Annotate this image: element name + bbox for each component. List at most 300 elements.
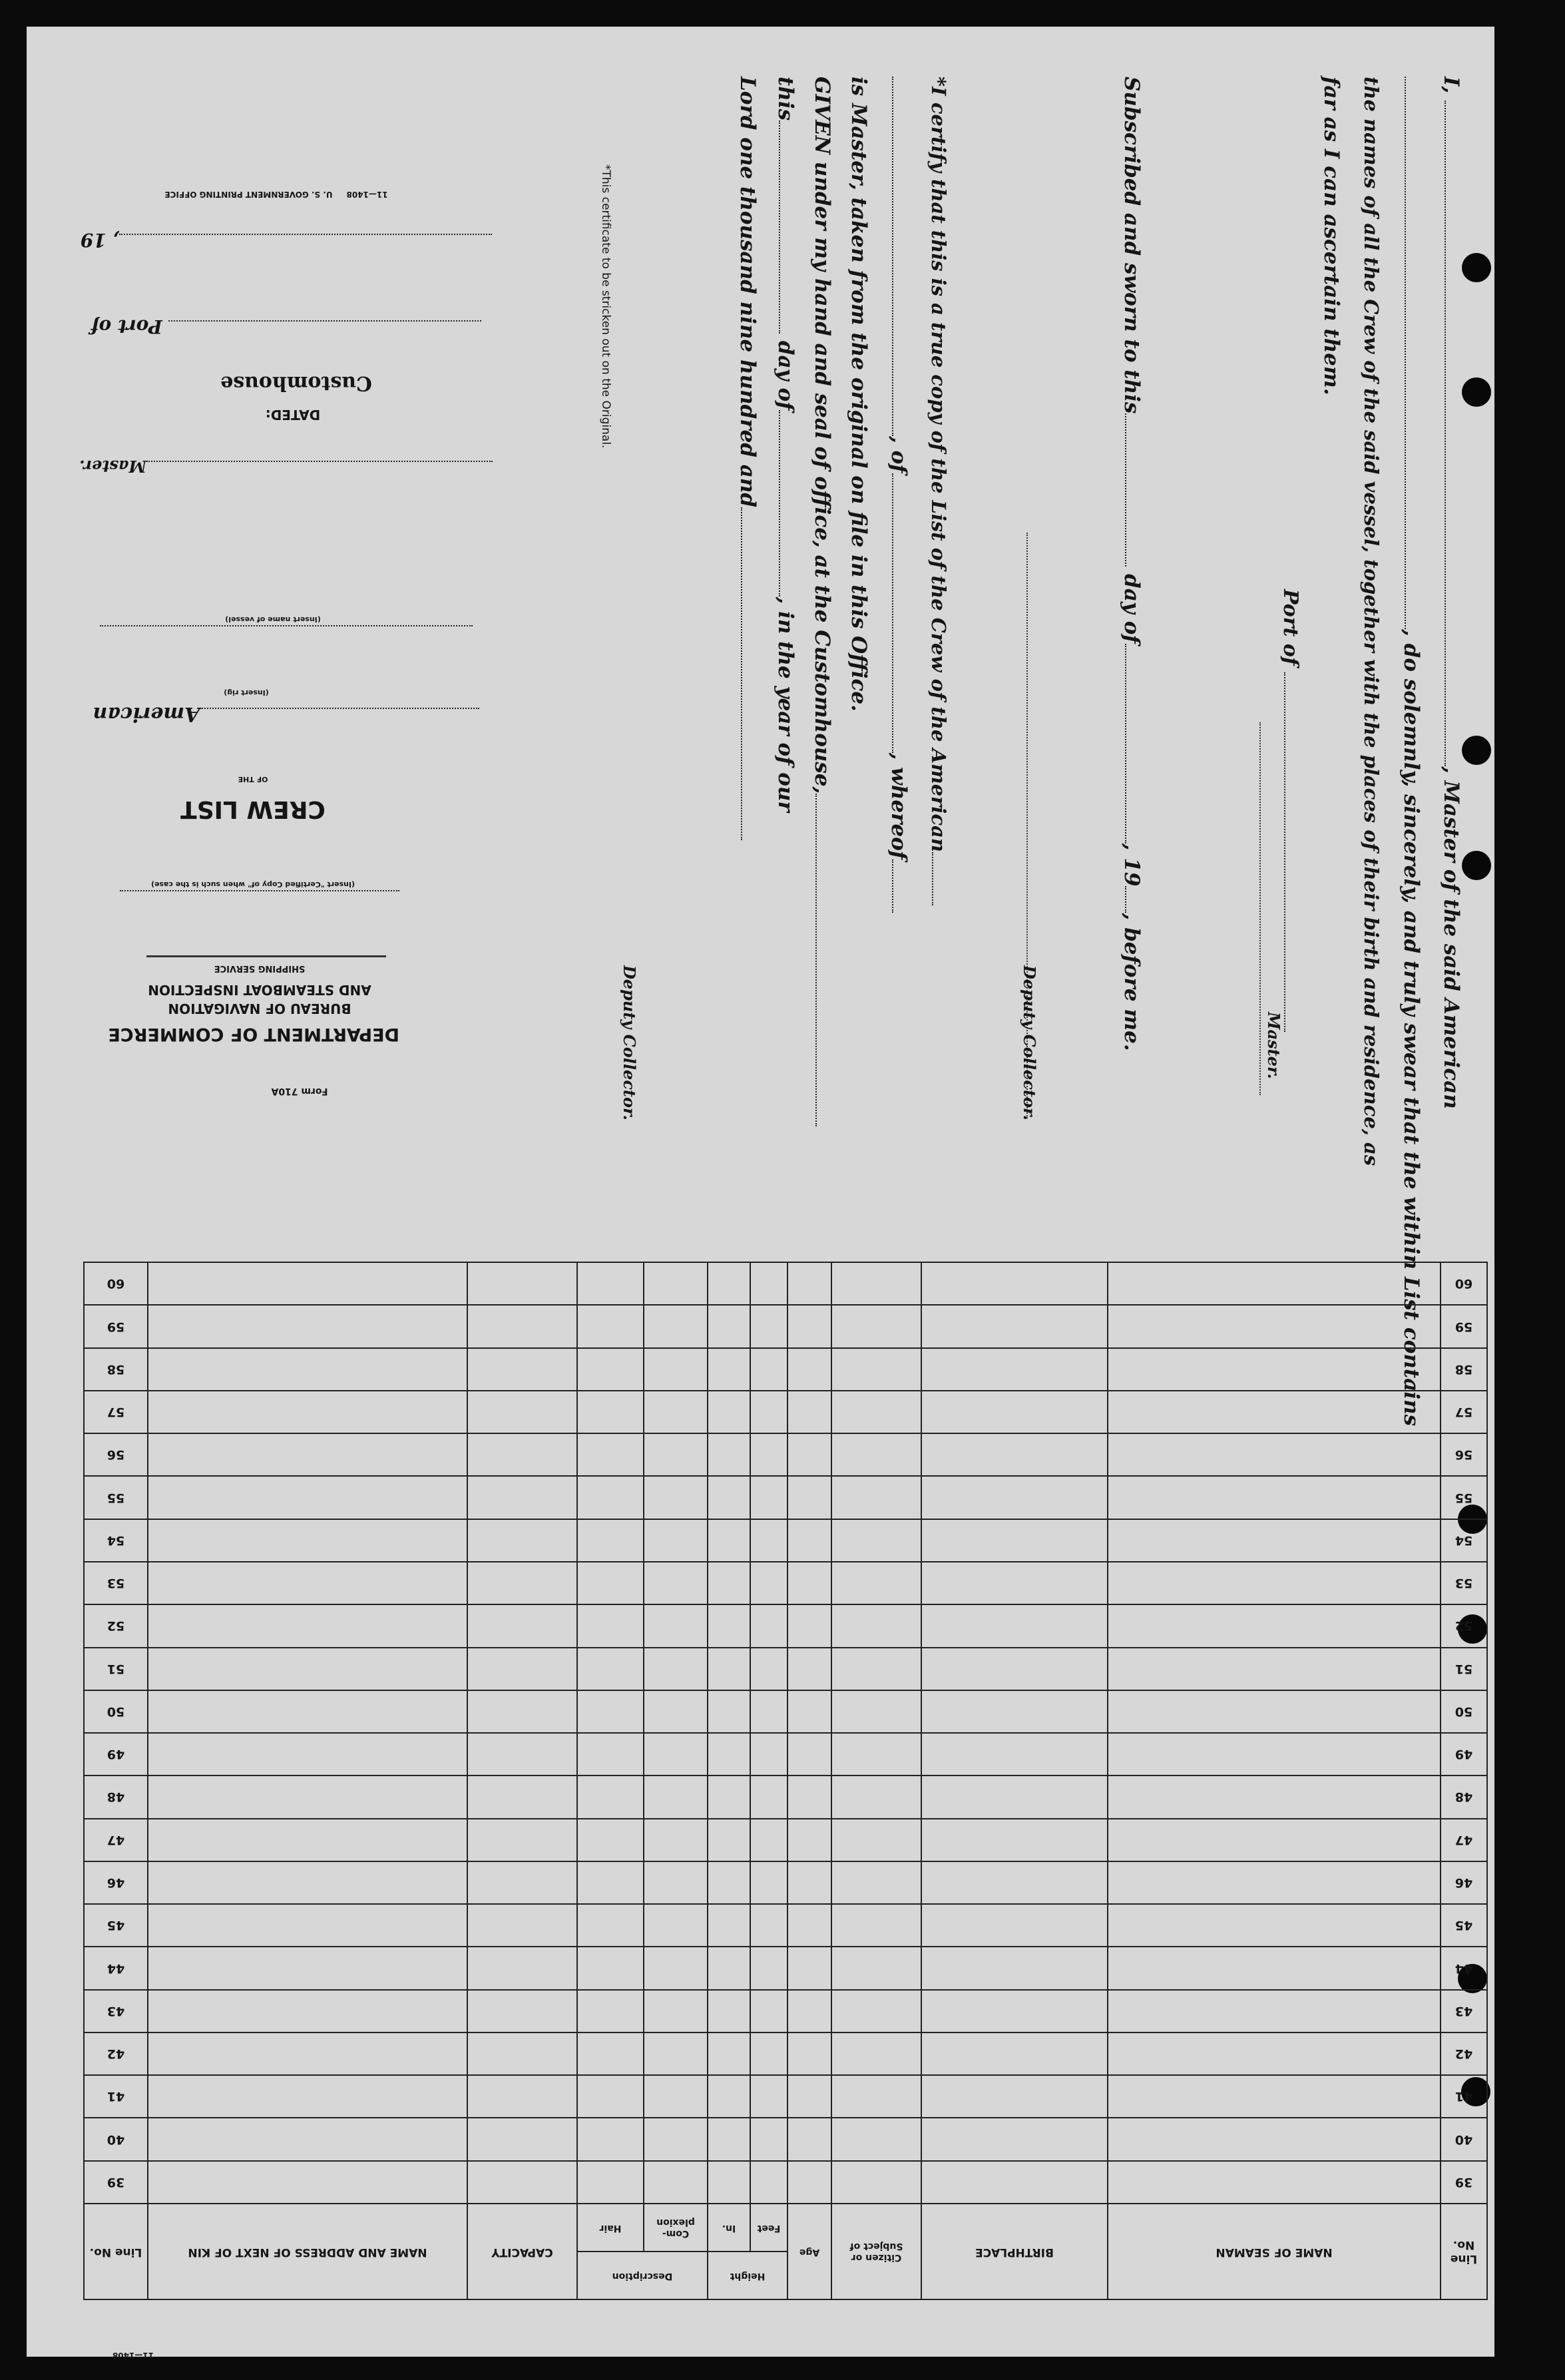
- table-cell[interactable]: [921, 1690, 1108, 1733]
- header-line-no: Line No.: [1441, 2204, 1487, 2299]
- header-capacity: CAPACITY: [467, 2204, 577, 2299]
- table-cell[interactable]: [750, 1519, 787, 1562]
- table-cell[interactable]: [1108, 1861, 1441, 1904]
- table-cell[interactable]: [467, 2075, 577, 2118]
- table-cell[interactable]: [467, 1990, 577, 2032]
- table-cell[interactable]: [467, 1433, 577, 1476]
- table-cell[interactable]: [1108, 1819, 1441, 1861]
- table-cell[interactable]: [148, 1476, 467, 1519]
- certificate-footnote: *This certificate to be stricken out on the Original.: [599, 164, 612, 449]
- table-cell[interactable]: [750, 1947, 787, 1989]
- table-cell[interactable]: [577, 1519, 644, 1562]
- table-cell[interactable]: [467, 2032, 577, 2075]
- table-cell[interactable]: [148, 1391, 467, 1433]
- header-line-no-right: Line No.: [84, 2204, 148, 2299]
- table-cell[interactable]: [577, 1648, 644, 1690]
- table-cell[interactable]: [787, 1733, 831, 1776]
- table-cell[interactable]: [148, 2075, 467, 2118]
- table-cell[interactable]: [1108, 1947, 1441, 1989]
- table-cell[interactable]: [750, 1262, 787, 1305]
- table-cell[interactable]: [708, 1690, 750, 1733]
- american-line: American: [80, 699, 493, 728]
- header-hair: Hair: [577, 2204, 644, 2252]
- table-cell[interactable]: [831, 1990, 921, 2032]
- customhouse-label: Customhouse: [220, 371, 372, 395]
- table-cell[interactable]: [787, 1476, 831, 1519]
- table-cell[interactable]: [708, 2161, 750, 2204]
- table-cell[interactable]: [831, 1562, 921, 1604]
- table-cell[interactable]: [750, 1305, 787, 1347]
- table-cell[interactable]: [577, 1391, 644, 1433]
- table-cell[interactable]: [921, 1433, 1108, 1476]
- table-row: [84, 1776, 1487, 1818]
- row-line-number: 58: [1441, 1348, 1487, 1391]
- table-cell[interactable]: [921, 1819, 1108, 1861]
- table-cell[interactable]: [1108, 1604, 1441, 1647]
- table-cell[interactable]: [708, 1733, 750, 1776]
- of-the-label: OF THE: [238, 775, 268, 784]
- row-line-number-right: 41: [84, 2075, 148, 2118]
- table-cell[interactable]: [787, 1604, 831, 1647]
- table-cell[interactable]: [921, 1519, 1108, 1562]
- table-cell[interactable]: [148, 1776, 467, 1818]
- row-line-number: 50: [1441, 1690, 1487, 1733]
- table-cell[interactable]: [921, 1562, 1108, 1604]
- table-cell[interactable]: [148, 1262, 467, 1305]
- header-height: Height: [708, 2252, 787, 2299]
- table-cell[interactable]: [921, 1476, 1108, 1519]
- table-cell[interactable]: [1108, 1519, 1441, 1562]
- table-cell[interactable]: [787, 1562, 831, 1604]
- table-cell[interactable]: [467, 1690, 577, 1733]
- table-cell[interactable]: [1108, 1562, 1441, 1604]
- table-cell[interactable]: [148, 1604, 467, 1647]
- table-cell[interactable]: [577, 1604, 644, 1647]
- table-cell[interactable]: [148, 1690, 467, 1733]
- table-cell[interactable]: [750, 1819, 787, 1861]
- table-cell[interactable]: [787, 2075, 831, 2118]
- table-row: [84, 2161, 1487, 2204]
- table-cell[interactable]: [1108, 1391, 1441, 1433]
- table-row: [84, 1990, 1487, 2032]
- table-cell[interactable]: [921, 2075, 1108, 2118]
- port-of-label: Port of: [1277, 589, 1303, 1029]
- table-cell[interactable]: [644, 1476, 708, 1519]
- header-next-of-kin: NAME AND ADDRESS OF NEXT OF KIN: [148, 2204, 467, 2299]
- table-cell[interactable]: [148, 1348, 467, 1391]
- printer-line: 11—1408 U. S. GOVERNMENT PRINTING OFFICE: [164, 190, 388, 199]
- oath-line-4: far as I can ascertain them.: [1319, 77, 1343, 395]
- table-cell[interactable]: [467, 1776, 577, 1818]
- table-cell[interactable]: [787, 1990, 831, 2032]
- table-cell[interactable]: [708, 1648, 750, 1690]
- table-cell[interactable]: [921, 1348, 1108, 1391]
- row-line-number-right: 60: [84, 1262, 148, 1305]
- table-cell[interactable]: [1108, 1733, 1441, 1776]
- row-line-number: 60: [1441, 1262, 1487, 1305]
- table-cell[interactable]: [577, 1733, 644, 1776]
- table-cell[interactable]: [467, 2118, 577, 2160]
- table-cell[interactable]: [467, 1562, 577, 1604]
- table-cell[interactable]: [577, 1562, 644, 1604]
- table-cell[interactable]: [644, 1262, 708, 1305]
- table-cell[interactable]: [1108, 1476, 1441, 1519]
- table-row: [84, 1305, 1487, 1347]
- table-cell[interactable]: [148, 1562, 467, 1604]
- table-cell[interactable]: [831, 1776, 921, 1818]
- table-cell[interactable]: [577, 2075, 644, 2118]
- table-cell[interactable]: [577, 1348, 644, 1391]
- table-cell[interactable]: [921, 1947, 1108, 1989]
- divider: [146, 955, 386, 960]
- table-cell[interactable]: [750, 1562, 787, 1604]
- table-cell[interactable]: [644, 1690, 708, 1733]
- table-cell[interactable]: [708, 1262, 750, 1305]
- table-cell[interactable]: [708, 1604, 750, 1647]
- table-row: [84, 1733, 1487, 1776]
- table-row: [84, 1904, 1487, 1947]
- table-cell[interactable]: [831, 1391, 921, 1433]
- table-cell[interactable]: [787, 1690, 831, 1733]
- table-cell[interactable]: [1108, 2161, 1441, 2204]
- crew-list-title: CREW LIST: [180, 796, 326, 823]
- oath-line-1: I, , Master of the said American: [1439, 77, 1463, 1109]
- table-cell[interactable]: [921, 1861, 1108, 1904]
- table-cell[interactable]: [577, 1947, 644, 1989]
- table-cell[interactable]: [644, 2118, 708, 2160]
- row-line-number: 47: [1441, 1819, 1487, 1861]
- table-cell[interactable]: [644, 1604, 708, 1647]
- table-cell[interactable]: [644, 1562, 708, 1604]
- table-cell[interactable]: [148, 1819, 467, 1861]
- table-cell[interactable]: [1108, 1262, 1441, 1305]
- table-cell[interactable]: [831, 1947, 921, 1989]
- table-cell[interactable]: [1108, 1776, 1441, 1818]
- table-cell[interactable]: [921, 1604, 1108, 1647]
- table-cell[interactable]: [148, 2032, 467, 2075]
- table-cell[interactable]: [921, 1990, 1108, 2032]
- port-of-line: Port of: [80, 313, 493, 340]
- table-cell[interactable]: [1108, 1305, 1441, 1347]
- table-cell[interactable]: [644, 2032, 708, 2075]
- row-line-number-right: 50: [84, 1690, 148, 1733]
- table-cell[interactable]: [921, 1733, 1108, 1776]
- table-cell[interactable]: [708, 1990, 750, 2032]
- steamboat-label: AND STEAMBOAT INSPECTION: [148, 982, 371, 998]
- table-cell[interactable]: [921, 1776, 1108, 1818]
- table-cell[interactable]: [787, 2032, 831, 2075]
- table-cell[interactable]: [708, 1433, 750, 1476]
- table-cell[interactable]: [787, 1519, 831, 1562]
- table-cell[interactable]: [787, 1648, 831, 1690]
- row-line-number: 39: [1441, 2161, 1487, 2204]
- table-row: [84, 1348, 1487, 1391]
- table-cell[interactable]: [467, 1861, 577, 1904]
- row-line-number: 49: [1441, 1733, 1487, 1776]
- row-line-number-right: 57: [84, 1391, 148, 1433]
- table-cell[interactable]: [708, 1776, 750, 1818]
- table-cell[interactable]: [921, 2032, 1108, 2075]
- table-cell[interactable]: [577, 1861, 644, 1904]
- table-cell[interactable]: [750, 1648, 787, 1690]
- table-cell[interactable]: [644, 1305, 708, 1347]
- table-cell[interactable]: [787, 1861, 831, 1904]
- table-cell[interactable]: [750, 1990, 787, 2032]
- table-cell[interactable]: [708, 1391, 750, 1433]
- table-cell[interactable]: [644, 1776, 708, 1818]
- row-line-number-right: 43: [84, 1990, 148, 2032]
- table-cell[interactable]: [577, 1819, 644, 1861]
- table-cell[interactable]: [708, 1861, 750, 1904]
- table-cell[interactable]: [750, 1348, 787, 1391]
- table-cell[interactable]: [644, 1861, 708, 1904]
- row-line-number: 54: [1441, 1519, 1487, 1562]
- header-complexion: Com-plexion: [644, 2204, 708, 2252]
- table-cell[interactable]: [750, 2161, 787, 2204]
- table-cell[interactable]: [831, 1733, 921, 1776]
- table-cell[interactable]: [921, 1648, 1108, 1690]
- table-cell[interactable]: [577, 2032, 644, 2075]
- table-cell[interactable]: [831, 2161, 921, 2204]
- table-cell[interactable]: [467, 1819, 577, 1861]
- table-cell[interactable]: [467, 2161, 577, 2204]
- table-cell[interactable]: [577, 1305, 644, 1347]
- table-cell[interactable]: [148, 1519, 467, 1562]
- table-cell[interactable]: [148, 1648, 467, 1690]
- table-cell[interactable]: [577, 1904, 644, 1947]
- table-cell[interactable]: [577, 1262, 644, 1305]
- table-cell[interactable]: [467, 1305, 577, 1347]
- table-cell[interactable]: [577, 1690, 644, 1733]
- table-cell[interactable]: [831, 2075, 921, 2118]
- table-row: [84, 1648, 1487, 1690]
- table-cell[interactable]: [921, 2118, 1108, 2160]
- table-cell[interactable]: [831, 2118, 921, 2160]
- shipping-service-label: SHIPPING SERVICE: [214, 963, 306, 973]
- table-cell[interactable]: [750, 2118, 787, 2160]
- row-line-number-right: 47: [84, 1819, 148, 1861]
- table-cell[interactable]: [708, 1904, 750, 1947]
- table-cell[interactable]: [577, 2118, 644, 2160]
- subscribed-line: Subscribed and sworn to this day of, 19, before me.: [1120, 77, 1144, 1051]
- table-cell[interactable]: [644, 1990, 708, 2032]
- table-cell[interactable]: [577, 2161, 644, 2204]
- table-cell[interactable]: [1108, 2032, 1441, 2075]
- table-cell[interactable]: [831, 1861, 921, 1904]
- table-cell[interactable]: [708, 1348, 750, 1391]
- table-cell[interactable]: [750, 1861, 787, 1904]
- table-cell[interactable]: [787, 1391, 831, 1433]
- table-cell[interactable]: [148, 1733, 467, 1776]
- table-cell[interactable]: [831, 1305, 921, 1347]
- table-cell[interactable]: [831, 1819, 921, 1861]
- row-line-number-right: 46: [84, 1861, 148, 1904]
- table-cell[interactable]: [750, 2075, 787, 2118]
- master-label: Master.: [1264, 1012, 1283, 1079]
- table-row: [84, 2032, 1487, 2075]
- table-cell[interactable]: [467, 1904, 577, 1947]
- table-cell[interactable]: [577, 1776, 644, 1818]
- table-cell[interactable]: [644, 1819, 708, 1861]
- table-cell[interactable]: [148, 2118, 467, 2160]
- table-cell[interactable]: [644, 1519, 708, 1562]
- master-signature-line: [1259, 722, 1261, 1095]
- table-cell[interactable]: [1108, 1990, 1441, 2032]
- table-cell[interactable]: [750, 1904, 787, 1947]
- table-cell[interactable]: [1108, 1433, 1441, 1476]
- table-cell[interactable]: [708, 1305, 750, 1347]
- table-cell[interactable]: [831, 1519, 921, 1562]
- table-footer-code: 11—1408: [112, 2351, 154, 2360]
- row-line-number-right: 48: [84, 1776, 148, 1818]
- oath-line-2: , do solemnly, sincerely, and truly swear that the within List contains: [1391, 77, 1431, 1175]
- table-cell[interactable]: [148, 1433, 467, 1476]
- table-row: [84, 1391, 1487, 1433]
- table-cell[interactable]: [787, 1819, 831, 1861]
- table-cell[interactable]: [467, 1648, 577, 1690]
- table-cell[interactable]: [708, 1476, 750, 1519]
- row-line-number: 44: [1441, 1947, 1487, 1989]
- table-cell[interactable]: [708, 1819, 750, 1861]
- table-cell[interactable]: [831, 1604, 921, 1647]
- row-line-number-right: 58: [84, 1348, 148, 1391]
- table-row: [84, 1861, 1487, 1904]
- table-cell[interactable]: [467, 1391, 577, 1433]
- table-cell[interactable]: [708, 2118, 750, 2160]
- table-cell[interactable]: [787, 1947, 831, 1989]
- table-cell[interactable]: [708, 1519, 750, 1562]
- table-cell[interactable]: [1108, 1904, 1441, 1947]
- table-cell[interactable]: [708, 1562, 750, 1604]
- table-cell[interactable]: [921, 1904, 1108, 1947]
- table-cell[interactable]: [644, 1648, 708, 1690]
- table-cell[interactable]: [467, 1733, 577, 1776]
- row-line-number: 45: [1441, 1904, 1487, 1947]
- table-cell[interactable]: [787, 1904, 831, 1947]
- table-cell[interactable]: [787, 1776, 831, 1818]
- row-line-number: 46: [1441, 1861, 1487, 1904]
- table-cell[interactable]: [467, 1262, 577, 1305]
- given-line: GIVEN under my hand and seal of office, at the Customhouse,: [802, 77, 842, 1175]
- table-cell[interactable]: [644, 1348, 708, 1391]
- row-line-number-right: 56: [84, 1433, 148, 1476]
- table-cell[interactable]: [787, 1305, 831, 1347]
- table-row: [84, 1433, 1487, 1476]
- table-cell[interactable]: [148, 1947, 467, 1989]
- table-cell[interactable]: [831, 1262, 921, 1305]
- table-cell[interactable]: [467, 1348, 577, 1391]
- table-cell[interactable]: [787, 1433, 831, 1476]
- table-cell[interactable]: [644, 1733, 708, 1776]
- row-line-number: 55: [1441, 1476, 1487, 1519]
- table-cell[interactable]: [708, 2032, 750, 2075]
- certified-line: [113, 891, 406, 900]
- table-cell[interactable]: [148, 1305, 467, 1347]
- table-cell[interactable]: [750, 1733, 787, 1776]
- lord-line: Lord one thousand nine hundred and: [728, 77, 768, 1175]
- row-line-number: 51: [1441, 1648, 1487, 1690]
- table-cell[interactable]: [644, 1433, 708, 1476]
- table-cell[interactable]: [921, 2161, 1108, 2204]
- table-cell[interactable]: [831, 1648, 921, 1690]
- table-cell[interactable]: [787, 1348, 831, 1391]
- header-citizen: Citizen or Subject of: [831, 2204, 921, 2299]
- table-row: [84, 2118, 1487, 2160]
- table-cell[interactable]: [921, 1262, 1108, 1305]
- table-cell[interactable]: [467, 1604, 577, 1647]
- table-cell[interactable]: [148, 2161, 467, 2204]
- table-cell[interactable]: [831, 2032, 921, 2075]
- row-line-number-right: 59: [84, 1305, 148, 1347]
- table-cell[interactable]: [577, 1476, 644, 1519]
- table-cell[interactable]: [148, 1904, 467, 1947]
- table-cell[interactable]: [831, 1690, 921, 1733]
- table-cell[interactable]: [750, 1391, 787, 1433]
- table-cell[interactable]: [1108, 1648, 1441, 1690]
- table-cell[interactable]: [467, 1476, 577, 1519]
- year-line: , 19: [80, 226, 493, 253]
- table-cell[interactable]: [750, 1604, 787, 1647]
- table-cell[interactable]: [1108, 1690, 1441, 1733]
- table-cell[interactable]: [148, 1861, 467, 1904]
- row-line-number: 56: [1441, 1433, 1487, 1476]
- table-cell[interactable]: [831, 1904, 921, 1947]
- table-cell[interactable]: [750, 1690, 787, 1733]
- table-cell[interactable]: [644, 1947, 708, 1989]
- table-cell[interactable]: [831, 1476, 921, 1519]
- row-line-number: 41: [1441, 2075, 1487, 2118]
- table-cell[interactable]: [708, 2075, 750, 2118]
- deputy-collector-label-2: Deputy Collector.: [620, 965, 639, 1120]
- table-cell[interactable]: [708, 1947, 750, 1989]
- table-cell[interactable]: [1108, 1348, 1441, 1391]
- table-cell[interactable]: [787, 2118, 831, 2160]
- table-cell[interactable]: [644, 1904, 708, 1947]
- table-cell[interactable]: [577, 1433, 644, 1476]
- insert-vessel-note: (Insert name of vessel): [225, 615, 321, 624]
- row-line-number: 43: [1441, 1990, 1487, 2032]
- table-cell[interactable]: [787, 2161, 831, 2204]
- table-cell[interactable]: [644, 1391, 708, 1433]
- table-cell[interactable]: [750, 1476, 787, 1519]
- table-cell[interactable]: [921, 1391, 1108, 1433]
- table-cell[interactable]: [1108, 2118, 1441, 2160]
- row-line-number: 57: [1441, 1391, 1487, 1433]
- row-line-number-right: 55: [84, 1476, 148, 1519]
- table-cell[interactable]: [1108, 2075, 1441, 2118]
- table-cell[interactable]: [467, 1519, 577, 1562]
- table-cell[interactable]: [831, 1433, 921, 1476]
- crew-table: [85, 1262, 1488, 2300]
- table-cell[interactable]: [577, 1990, 644, 2032]
- vessel-name-line: [80, 622, 493, 636]
- table-cell[interactable]: [148, 1990, 467, 2032]
- table-cell[interactable]: [750, 1776, 787, 1818]
- table-cell[interactable]: [787, 1262, 831, 1305]
- table-cell[interactable]: [644, 2161, 708, 2204]
- table-cell[interactable]: [831, 1348, 921, 1391]
- row-line-number-right: 40: [84, 2118, 148, 2160]
- table-cell[interactable]: [467, 1947, 577, 1989]
- certify-line: *I certify that this is a true copy of the List of the Crew of the American: [919, 77, 959, 1175]
- table-cell[interactable]: [921, 1305, 1108, 1347]
- table-cell[interactable]: [750, 2032, 787, 2075]
- table-row: [84, 1519, 1487, 1562]
- table-cell[interactable]: [750, 1433, 787, 1476]
- header-inches: In.: [708, 2204, 750, 2252]
- header-feet: Feet: [750, 2204, 787, 2252]
- table-cell[interactable]: [644, 2075, 708, 2118]
